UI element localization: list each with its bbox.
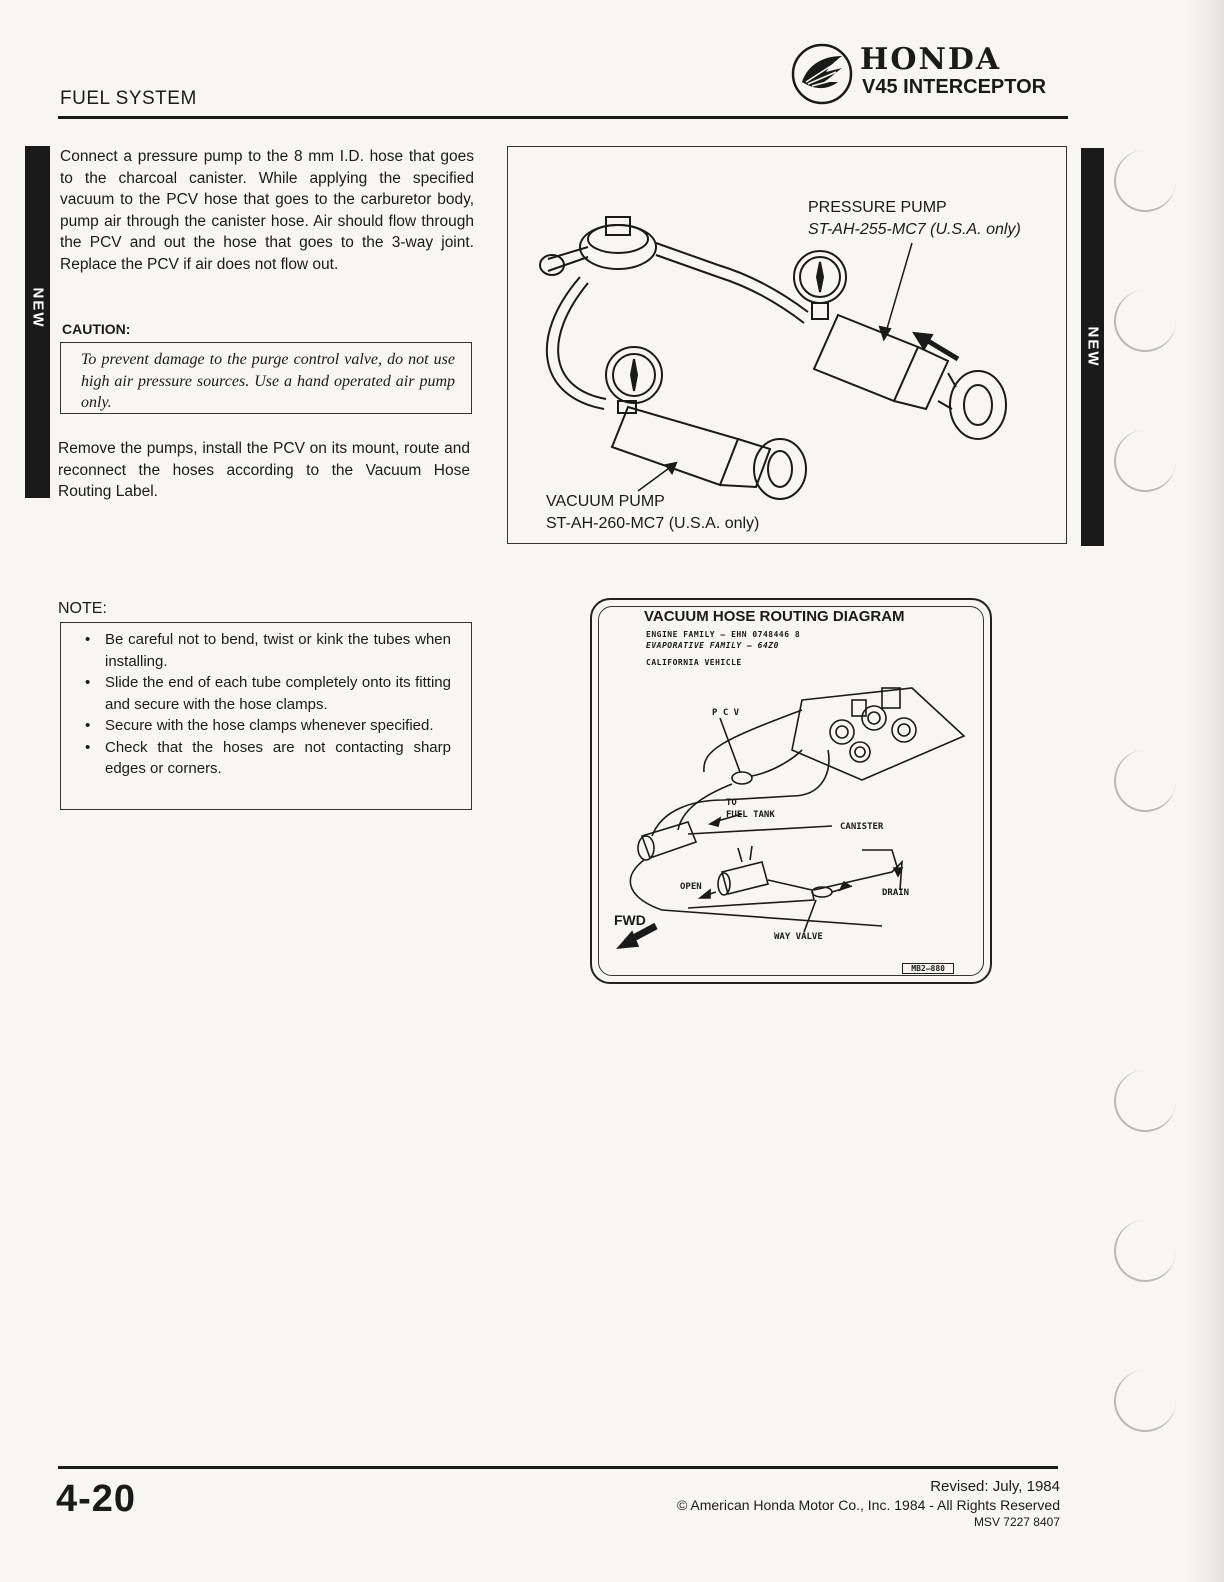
pressure-pump-tool: ST-AH-255-MC7 (U.S.A. only) <box>808 221 1021 238</box>
binder-ring <box>1114 1370 1176 1432</box>
section-title: FUEL SYSTEM <box>60 88 197 109</box>
pcv-label: P C V <box>712 708 740 718</box>
note-item: • Be careful not to bend, twist or kink the tubes when installing. <box>81 629 451 672</box>
fwd-label: FWD <box>614 912 646 928</box>
evaporative-family: EVAPORATIVE FAMILY – 64Z0 <box>646 641 779 650</box>
vacuum-pump-label: VACUUM PUMP <box>546 493 665 510</box>
diagram-code: MB2—880 <box>902 963 954 974</box>
new-tab-left-label: NEW <box>29 287 46 329</box>
honda-logo <box>790 40 1080 112</box>
new-tab-right-label: NEW <box>1084 326 1101 368</box>
engine-family: ENGINE FAMILY – EHN 0748446 8 <box>646 630 801 639</box>
note-title: NOTE: <box>58 600 107 617</box>
note-item: • Secure with the hose clamps whenever specified. <box>81 715 451 737</box>
wing-emblem-icon <box>790 42 854 106</box>
pump-figure <box>507 146 1067 544</box>
open-label: OPEN <box>680 882 702 892</box>
new-tab-left <box>25 146 50 498</box>
fuel-tank-label: FUEL TANK <box>726 810 775 820</box>
revised-date: Revised: July, 1984 <box>930 1478 1060 1495</box>
caution-title: CAUTION: <box>62 321 131 337</box>
vacuum-hose-routing-diagram <box>590 598 992 984</box>
caution-text: To prevent damage to the purge control valve, do not use high air pressure sources. Use a hand operated air pump only. <box>81 351 455 411</box>
header-rule <box>58 116 1068 119</box>
page-number: 4-20 <box>56 1478 137 1520</box>
way-valve-label: WAY VALVE <box>774 932 823 942</box>
drain-label: DRAIN <box>882 888 910 898</box>
binder-ring <box>1114 750 1176 812</box>
binder-ring <box>1114 290 1176 352</box>
routing-illustration <box>592 600 990 982</box>
binder-ring <box>1114 1070 1176 1132</box>
canister-label: CANISTER <box>840 822 884 832</box>
copyright: © American Honda Motor Co., Inc. 1984 - All Rights Reserved <box>676 1497 1060 1513</box>
page-edge-shadow <box>1188 0 1224 1582</box>
note-list <box>81 629 451 780</box>
binder-ring <box>1114 150 1176 212</box>
note-box <box>60 622 472 810</box>
brand-name: HONDA <box>860 42 1002 77</box>
new-tab-right <box>1081 148 1104 546</box>
note-item: • Check that the hoses are not contacting sharp edges or corners. <box>81 737 451 780</box>
caution-box <box>60 342 472 414</box>
manual-code: MSV 7227 8407 <box>973 1515 1060 1529</box>
binder-ring <box>1114 430 1176 492</box>
binder-ring <box>1114 1220 1176 1282</box>
note-item: • Slide the end of each tube completely onto its fitting and secure with the hose clamps. <box>81 672 451 715</box>
vehicle-type: CALIFORNIA VEHICLE <box>646 658 742 667</box>
pressure-pump-label: PRESSURE PUMP <box>808 199 947 216</box>
model-name: V45 INTERCEPTOR <box>862 76 1047 98</box>
to-label: TO <box>726 798 737 808</box>
pump-illustration <box>508 147 1065 542</box>
reinstall-paragraph: Remove the pumps, install the PCV on its mount, route and reconnect the hoses according to the Vacuum Hose Routing Label. <box>58 440 470 500</box>
diagram-title: VACUUM HOSE ROUTING DIAGRAM <box>644 608 905 625</box>
vacuum-pump-tool: ST-AH-260-MC7 (U.S.A. only) <box>546 515 760 532</box>
instruction-paragraph: Connect a pressure pump to the 8 mm I.D. hose that goes to the charcoal canister. While applying the specified vacuum to the PCV hose that goes to the carburetor body, pump air through the canister hose. Air should flow through the PCV and out the hose that goes to the 3-way joint. Replace the PCV if air does not flow out. <box>60 148 474 273</box>
footer-rule <box>58 1466 1058 1469</box>
